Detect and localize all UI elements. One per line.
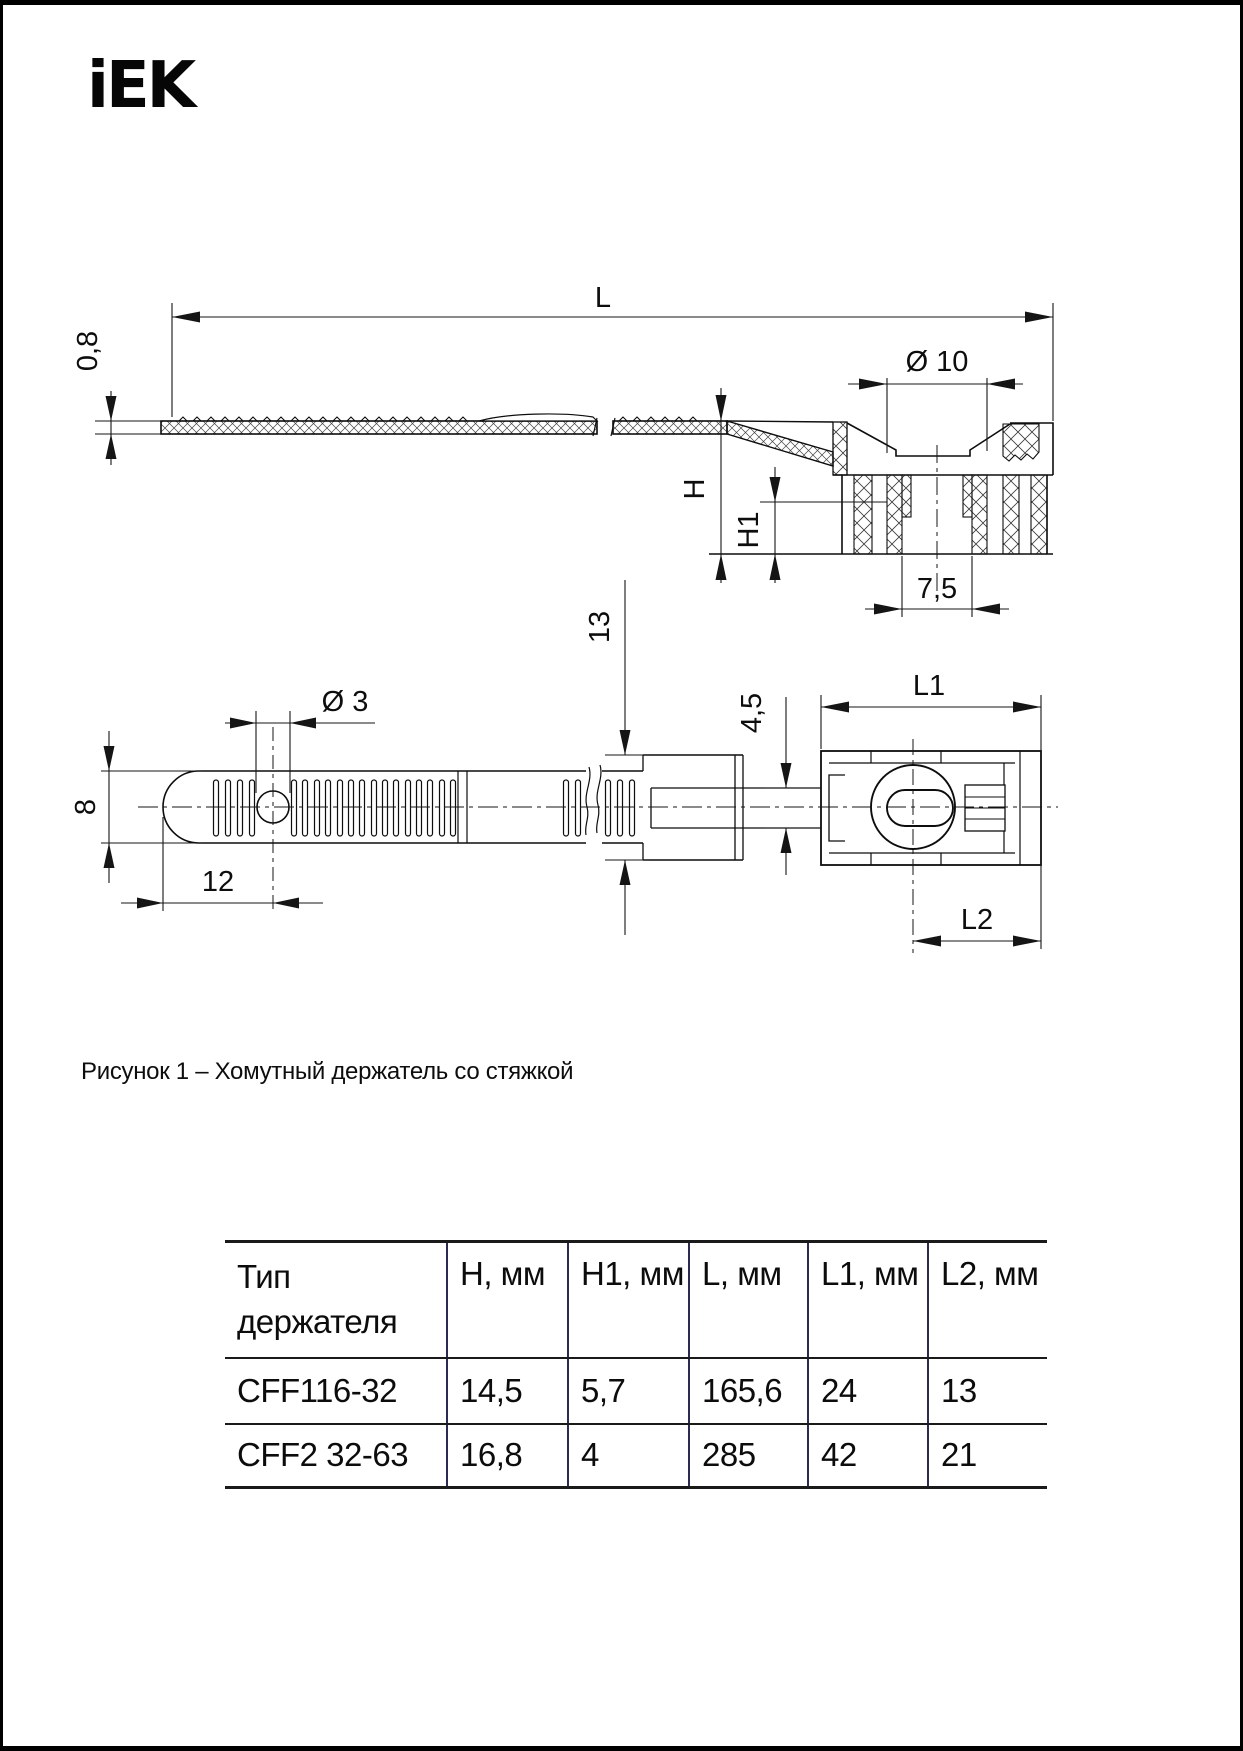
cell-l: 285: [689, 1424, 808, 1488]
col-header-type: Тип держателя: [225, 1242, 447, 1358]
dim-label-H1: H1: [733, 511, 765, 549]
dim-label-12: 12: [201, 866, 235, 898]
dim-0-8: [95, 391, 161, 465]
dim-4-5: [765, 697, 821, 875]
table-header-row: [225, 1242, 1047, 1358]
spec-table: [225, 1240, 1047, 1489]
table-row: [225, 1424, 1047, 1488]
dim-label-13: 13: [584, 610, 616, 644]
top-view: [70, 580, 1058, 953]
table-row: [225, 1358, 1047, 1424]
cell-l: 165,6: [689, 1358, 808, 1424]
side-view: [72, 282, 1053, 617]
dim-label-L1: L1: [912, 670, 946, 702]
col-header-h1: H1, мм: [568, 1242, 689, 1358]
cell-type: CFF116-32: [225, 1358, 447, 1424]
figure-drawing: [3, 5, 1243, 1015]
dim-label-L2: L2: [960, 904, 994, 936]
dim-d10: [848, 378, 1023, 453]
cell-l1: 42: [808, 1424, 928, 1488]
cell-h: 14,5: [447, 1358, 568, 1424]
col-header-l1: L1, мм: [808, 1242, 928, 1358]
dim-label-4-5: 4,5: [736, 692, 768, 734]
cell-l1: 24: [808, 1358, 928, 1424]
cell-l2: 13: [928, 1358, 1047, 1424]
dim-label-H: H: [679, 478, 711, 500]
iek-logo: iEK: [87, 49, 194, 123]
cell-h1: 5,7: [568, 1358, 689, 1424]
dim-label-L: L: [594, 282, 612, 314]
dim-label-0-8: 0,8: [72, 330, 104, 372]
cell-l2: 21: [928, 1424, 1047, 1488]
figure-caption: Рисунок 1 – Хомутный держатель со стяжкой: [81, 1058, 574, 1085]
dim-label-d3: Ø 3: [321, 686, 369, 718]
cell-type: CFF2 32-63: [225, 1424, 447, 1488]
col-header-l: L, мм: [689, 1242, 808, 1358]
cell-h1: 4: [568, 1424, 689, 1488]
head-top-view: [821, 751, 1041, 865]
dim-label-8: 8: [70, 798, 102, 816]
dim-label-7-5: 7,5: [916, 573, 958, 605]
cell-h: 16,8: [447, 1424, 568, 1488]
dim-label-d10: Ø 10: [905, 346, 969, 378]
col-header-h: H, мм: [447, 1242, 568, 1358]
col-header-l2: L2, мм: [928, 1242, 1047, 1358]
